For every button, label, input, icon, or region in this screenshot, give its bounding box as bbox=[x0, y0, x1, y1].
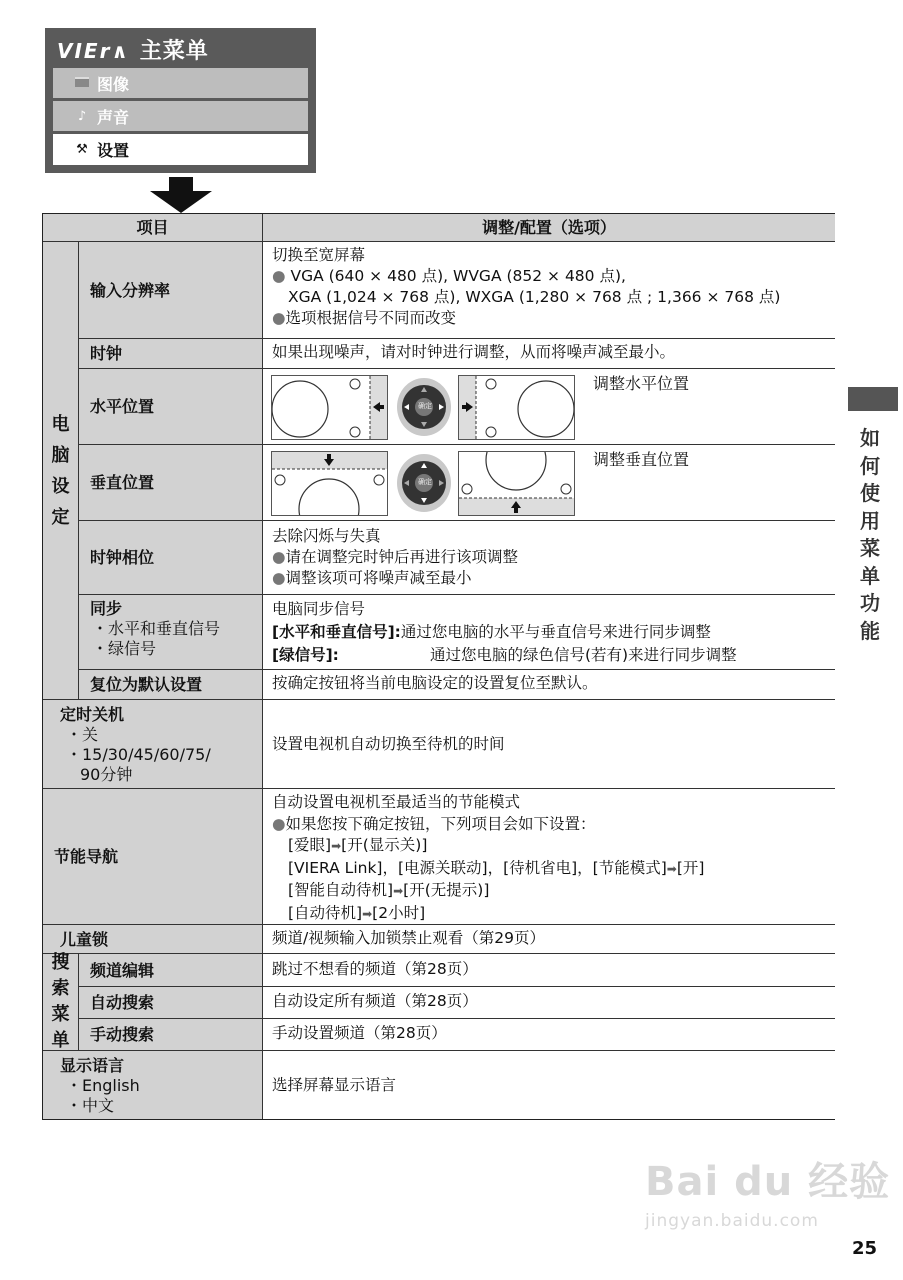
header-options: 调整/配置（选项） bbox=[263, 214, 835, 242]
row-desc-input-resolution: 切换至宽屏幕 ● VGA (640 × 480 点), WVGA (852 × 480 点), XGA (1,024 × 768 点), WXGA (1,280 × 768 点 ; 1,366 × 768 点) ●选项根据信号不同而改变 bbox=[263, 242, 835, 339]
row-label-clock-phase: 时钟相位 bbox=[79, 521, 263, 595]
row-label-child-lock: 儿童锁 bbox=[43, 925, 263, 954]
menu-item-label: 设置 bbox=[97, 141, 130, 160]
row-label-reset-default: 复位为默认设置 bbox=[79, 670, 263, 700]
viera-main-menu bbox=[45, 28, 316, 173]
row-desc-clock-phase: 去除闪烁与失真 ●请在调整完时钟后再进行该项调整 ●调整该项可将噪声减至最小 bbox=[263, 521, 835, 595]
row-desc-display-language: 选择屏幕显示语言 bbox=[263, 1051, 835, 1119]
pc-settings-group-label: 电 脑 设 定 bbox=[43, 242, 79, 700]
row-desc-sync: 电脑同步信号 [水平和垂直信号]:通过您电脑的水平与垂直信号来进行同步调整 [绿信号]: 通过您电脑的绿色信号(若有)来进行同步调整 bbox=[263, 595, 835, 670]
row-desc-vertical-position bbox=[263, 445, 835, 521]
screen-before-diagram bbox=[271, 451, 388, 516]
menu-title-text: 主菜单 bbox=[139, 39, 209, 64]
page-number: 25 bbox=[852, 1238, 878, 1259]
music-note-icon: ♪ bbox=[77, 108, 87, 124]
chapter-tab-marker bbox=[848, 387, 898, 411]
watermark-brand: Bai du 经验 bbox=[645, 1159, 891, 1205]
row-label-horizontal-position: 水平位置 bbox=[79, 369, 263, 445]
menu-item-label: 图像 bbox=[97, 74, 130, 94]
row-label-eco-navigation: 节能导航 bbox=[43, 789, 263, 925]
row-label-display-language: 显示语言 ・English ・中文 bbox=[43, 1051, 263, 1119]
row-desc-eco-navigation: 自动设置电视机至最适当的节能模式 ●如果您按下确定按钮，下列项目会如下设置： [爱眼]➡[开(显示关)] [VIERA Link]，[电源关联动]，[待机省电]，[节能模式]➡[开] [智能自动待机]➡[开(无提示)] [自动待机]➡[2小时] bbox=[263, 789, 835, 925]
down-arrow-icon bbox=[150, 177, 212, 213]
picture-icon bbox=[73, 76, 91, 91]
menu-title bbox=[57, 34, 209, 65]
wrench-icon: ⚒ bbox=[76, 142, 88, 157]
row-desc-manual-search: 手动设置频道（第28页） bbox=[263, 1019, 835, 1051]
settings-table bbox=[42, 213, 835, 1120]
viera-logo: VIEr∧ bbox=[57, 39, 130, 63]
row-desc-clock: 如果出现噪声，请对时钟进行调整，从而将噪声减至最小。 bbox=[263, 339, 835, 369]
row-desc-off-timer: 设置电视机自动切换至待机的时间 bbox=[263, 700, 835, 789]
row-desc-horizontal-position bbox=[263, 369, 835, 445]
chapter-side-title: 如 何 使 用 菜 单 功 能 bbox=[860, 426, 880, 643]
menu-item-picture[interactable] bbox=[53, 68, 308, 98]
watermark-url: jingyan.baidu.com bbox=[645, 1211, 819, 1231]
vpos-caption: 调整垂直位置 bbox=[593, 450, 690, 469]
menu-item-label: 声音 bbox=[97, 107, 130, 127]
menu-item-sound[interactable] bbox=[53, 101, 308, 131]
screen-after-diagram bbox=[458, 375, 575, 440]
row-label-input-resolution: 输入分辨率 bbox=[79, 242, 263, 339]
hpos-caption: 调整水平位置 bbox=[593, 374, 690, 393]
screen-after-diagram bbox=[458, 451, 575, 516]
row-label-auto-search: 自动搜索 bbox=[79, 987, 263, 1019]
menu-item-setup[interactable] bbox=[53, 134, 308, 165]
screen-before-diagram bbox=[271, 375, 388, 440]
row-label-channel-edit: 频道编辑 bbox=[79, 954, 263, 987]
row-desc-reset-default: 按确定按钮将当前电脑设定的设置复位至默认。 bbox=[263, 670, 835, 700]
baidu-watermark bbox=[645, 1150, 890, 1231]
row-label-off-timer: 定时关机 ・关 ・15/30/45/60/75/ 90分钟 bbox=[43, 700, 263, 789]
row-label-manual-search: 手动搜索 bbox=[79, 1019, 263, 1051]
ok-button-label: 确定 bbox=[418, 478, 432, 486]
row-label-clock: 时钟 bbox=[79, 339, 263, 369]
row-label-sync: 同步 ・水平和垂直信号 ・绿信号 bbox=[79, 595, 263, 670]
search-menu-group-label: 搜 索 菜 单 bbox=[43, 954, 79, 1051]
row-desc-child-lock: 频道/视频输入加锁禁止观看（第29页） bbox=[263, 925, 835, 954]
row-desc-channel-edit: 跳过不想看的频道（第28页） bbox=[263, 954, 835, 987]
header-item: 项目 bbox=[43, 214, 263, 242]
row-label-vertical-position: 垂直位置 bbox=[79, 445, 263, 521]
row-desc-auto-search: 自动设定所有频道（第28页） bbox=[263, 987, 835, 1019]
ok-button-label: 确定 bbox=[418, 402, 432, 410]
